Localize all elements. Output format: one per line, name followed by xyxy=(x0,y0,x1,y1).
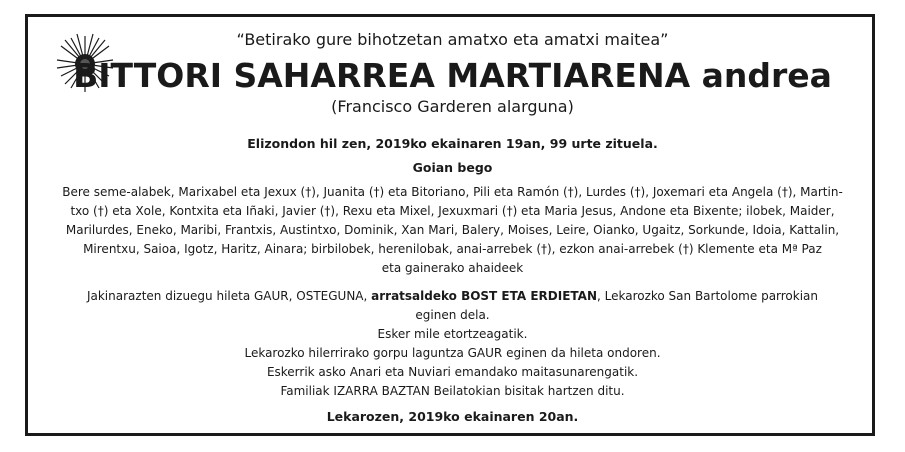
funeral-time: arratsaldeko BOST ETA ERDIETAN xyxy=(371,289,597,303)
closing-date: Lekarozen, 2019ko ekainaren 20an. xyxy=(326,409,579,424)
deceased-name xyxy=(0,57,905,95)
rest-in-peace: Goian bego xyxy=(412,160,493,175)
funeral-place: , Lekarozko San Bartolome parrokian xyxy=(596,289,819,303)
funeral-text: Jakinarazten dizuegu hileta GAUR, OSTEGUNA, xyxy=(86,289,372,303)
family-line: Bere seme-alabek, Marixabel eta Jexux (†), Juanita (†) eta Bitoriano, Pili eta Ramón (†), Lurdes (†), Joxemari eta Angela (†), Martin- xyxy=(62,185,843,199)
family-line: txo (†) eta Xole, Kontxita eta Iñaki, Javier (†), Rexu eta Mixel, Jexuxmari (†) eta Maria Jesus, Andone eta Bixente; ilobek, Maider, xyxy=(70,204,835,218)
thanks-line: Esker mile etortzeagatik. xyxy=(377,327,528,341)
gratitude-line: Eskerrik asko Anari eta Nuviari emandako maitasunarengatik. xyxy=(266,365,639,379)
family-line: Mirentxu, Saioa, Igotz, Haritz, Ainara; birbilobek, herenilobak, anai-arrebek (†), ezkon anai-arrebek (†) Klemente eta Mª Paz xyxy=(83,242,822,256)
funeral-announcement xyxy=(55,287,850,306)
family-list xyxy=(55,183,850,278)
funeral-details xyxy=(55,287,850,401)
funeral-line: eginen dela. xyxy=(415,308,490,322)
visitation-line: Familiak IZARRA BAZTAN Beilatokian bisitak hartzen ditu. xyxy=(280,384,625,398)
family-line: eta gainerako ahaideek xyxy=(381,261,524,275)
death-notice: Elizondon hil zen, 2019ko ekainaren 19an, 99 urte zituela. xyxy=(247,136,658,151)
deceased-full-name: BITTORI SAHARREA MARTIARENA xyxy=(73,56,691,95)
name-honorific: andrea xyxy=(701,56,832,95)
spouse-note: (Francisco Garderen alarguna) xyxy=(331,97,574,116)
burial-line: Lekarozko hilerrirako gorpu laguntza GAUR eginen da hileta ondoren. xyxy=(244,346,661,360)
memorial-quote: “Betirako gure bihotzetan amatxo eta amatxi maitea” xyxy=(236,30,669,49)
family-line: Marilurdes, Eneko, Maribi, Frantxis, Austintxo, Dominik, Xan Mari, Balery, Moises, Leire, Oianko, Ugaitz, Sorkunde, Idoia, Kattalin, xyxy=(65,223,840,237)
